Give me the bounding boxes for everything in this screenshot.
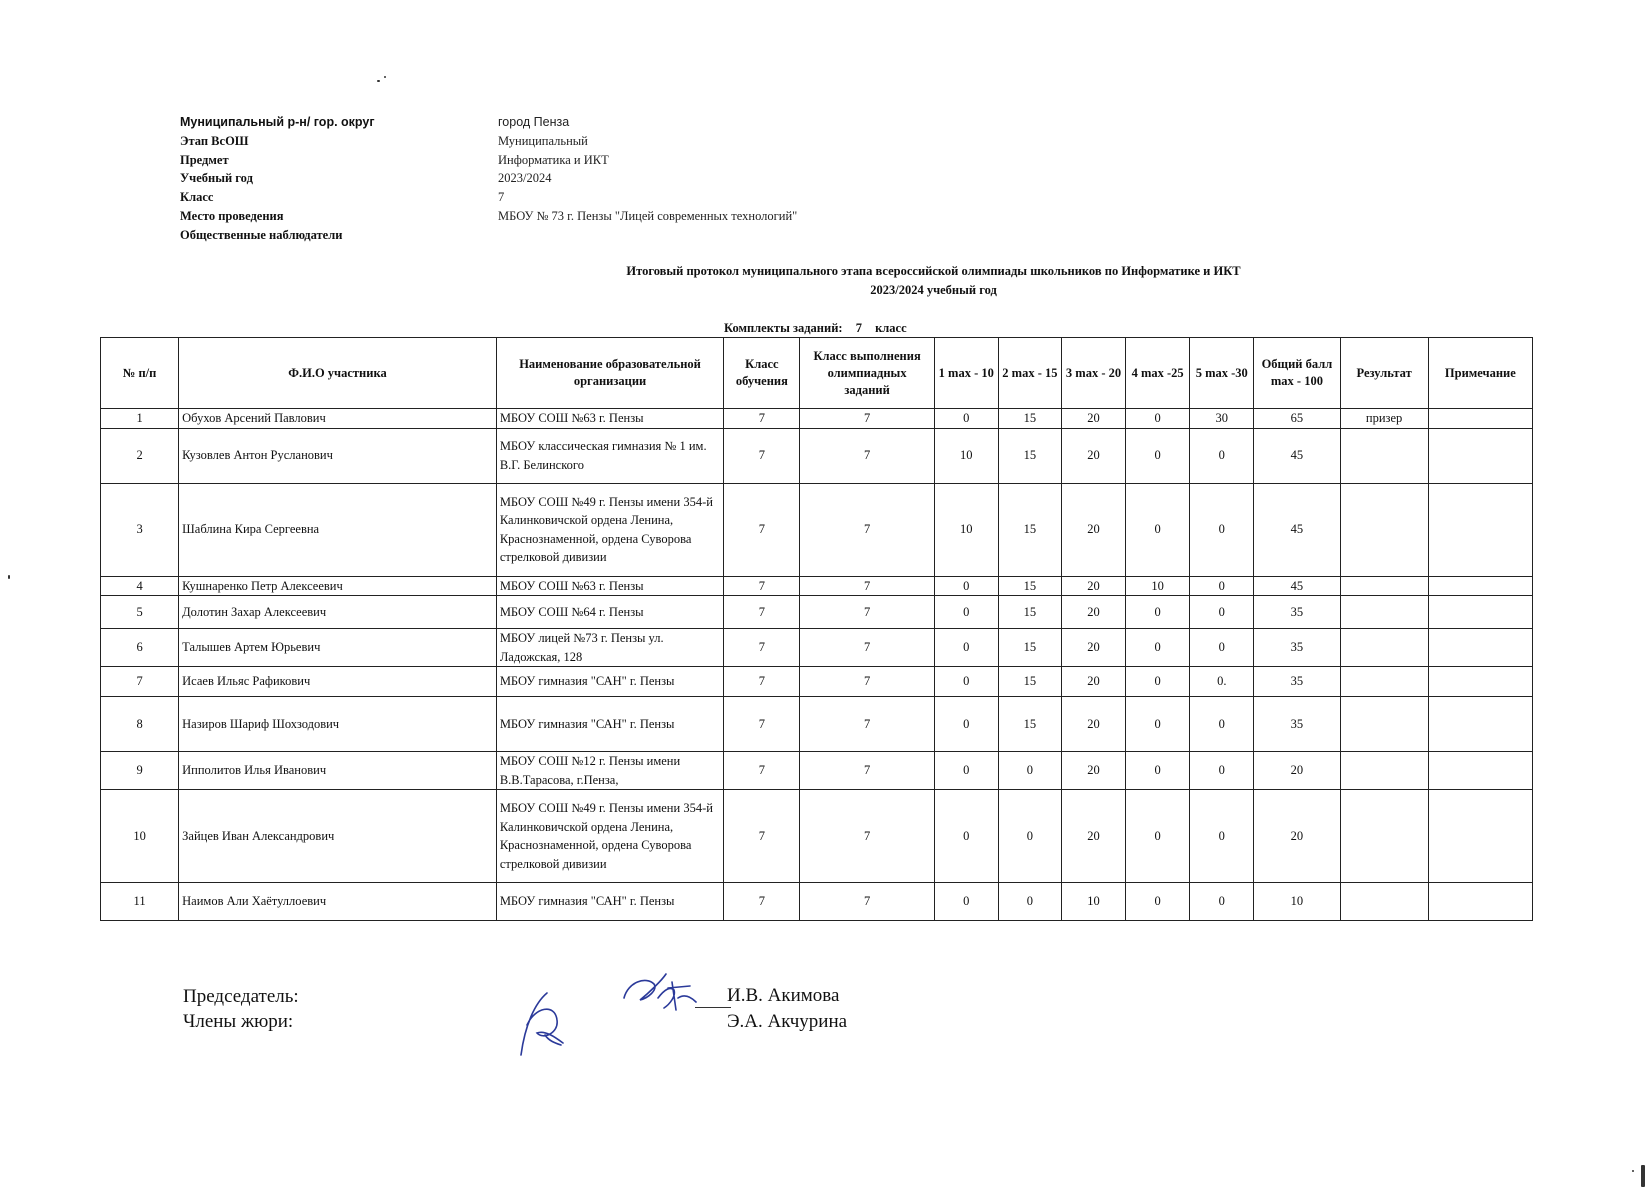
score-task-5: 0 [1190,883,1254,921]
score-task-4: 0 [1126,409,1190,429]
score-task-3: 20 [1061,790,1125,883]
total-score: 65 [1254,409,1340,429]
column-header: 5 max -30 [1190,338,1254,409]
score-task-4: 0 [1126,883,1190,921]
score-task-2: 15 [998,667,1061,697]
note [1428,752,1532,790]
header-row-grade [180,188,797,207]
score-task-1: 0 [934,667,998,697]
score-task-2: 15 [998,596,1061,629]
result [1340,752,1428,790]
score-task-3: 20 [1061,629,1125,667]
score-task-5: 0 [1190,483,1254,576]
total-score: 45 [1254,483,1340,576]
task-sets-grade: 7 [855,321,862,335]
table-row [101,629,1533,667]
column-header: 2 max - 15 [998,338,1061,409]
score-task-5: 0 [1190,428,1254,483]
score-task-5: 0 [1190,629,1254,667]
school-name: МБОУ СОШ №12 г. Пензы имени В.В.Тарасова, г.Пенза, [496,752,723,790]
score-task-5: 0. [1190,667,1254,697]
table-row [101,428,1533,483]
score-task-2: 15 [998,576,1061,596]
table-row [101,667,1533,697]
header-value: 7 [498,190,505,205]
result [1340,428,1428,483]
grade: 7 [724,409,800,429]
table-header-row [101,338,1533,409]
column-header: Класс выполнения олимпиадных заданий [800,338,934,409]
row-number: 7 [101,667,179,697]
score-task-1: 0 [934,409,998,429]
header-row-subject [180,151,797,170]
participant-name: Наимов Али Хаётуллоевич [179,883,497,921]
participant-name: Шаблина Кира Сергеевна [179,483,497,576]
grade: 7 [724,629,800,667]
score-task-3: 10 [1061,883,1125,921]
result [1340,483,1428,576]
participant-name: Кузовлев Антон Русланович [179,428,497,483]
school-name: МБОУ гимназия "САН" г. Пензы [496,697,723,752]
column-header: Примечание [1428,338,1532,409]
table-row [101,576,1533,596]
result [1340,667,1428,697]
header-label: Место проведения [180,208,284,223]
task-sets-line [724,321,907,336]
score-task-2: 0 [998,883,1061,921]
score-task-5: 0 [1190,790,1254,883]
column-header: Результат [1340,338,1428,409]
header-value: Информатика и ИКТ [498,152,609,167]
task-grade: 7 [800,790,934,883]
note [1428,629,1532,667]
score-task-2: 15 [998,629,1061,667]
score-task-3: 20 [1061,752,1125,790]
result [1340,576,1428,596]
score-task-1: 0 [934,752,998,790]
grade: 7 [724,697,800,752]
note [1428,409,1532,429]
total-score: 35 [1254,629,1340,667]
task-grade: 7 [800,883,934,921]
score-task-2: 15 [998,483,1061,576]
score-task-1: 0 [934,596,998,629]
task-grade: 7 [800,752,934,790]
grade: 7 [724,576,800,596]
row-number: 9 [101,752,179,790]
score-task-5: 0 [1190,576,1254,596]
score-task-3: 20 [1061,409,1125,429]
grade: 7 [724,483,800,576]
grade: 7 [724,428,800,483]
score-task-1: 0 [934,576,998,596]
header-label: Класс [180,190,214,205]
score-task-1: 10 [934,483,998,576]
task-grade: 7 [800,409,934,429]
note [1428,667,1532,697]
note [1428,576,1532,596]
score-task-1: 0 [934,629,998,667]
note [1428,483,1532,576]
column-header: № п/п [101,338,179,409]
header-info [180,113,797,245]
table-row [101,752,1533,790]
school-name: МБОУ СОШ №63 г. Пензы [496,576,723,596]
score-task-2: 0 [998,790,1061,883]
note [1428,596,1532,629]
table-row [101,596,1533,629]
header-label: Учебный год [180,171,253,186]
total-score: 45 [1254,576,1340,596]
score-task-3: 20 [1061,667,1125,697]
row-number: 10 [101,790,179,883]
school-name: МБОУ гимназия "САН" г. Пензы [496,667,723,697]
handwritten-signature-chair [618,968,708,1018]
column-header: Ф.И.О участника [179,338,497,409]
results-table [100,337,1533,921]
score-task-5: 0 [1190,697,1254,752]
header-row-observers [180,226,797,245]
results-table-body [101,409,1533,921]
task-sets-suffix: класс [875,321,907,335]
task-grade: 7 [800,697,934,752]
grade: 7 [724,790,800,883]
task-sets-label: Комплекты заданий: [724,321,843,335]
column-header: 4 max -25 [1126,338,1190,409]
note [1428,428,1532,483]
score-task-4: 0 [1126,790,1190,883]
score-task-5: 30 [1190,409,1254,429]
score-task-1: 0 [934,790,998,883]
score-task-5: 0 [1190,752,1254,790]
protocol-title: Итоговый протокол муниципального этапа всероссийской олимпиады школьников по Информатике и ИКТ [626,264,1241,278]
header-row-venue [180,207,797,226]
participant-name: Долотин Захар Алексеевич [179,596,497,629]
result: призер [1340,409,1428,429]
score-task-4: 0 [1126,596,1190,629]
scan-speck [377,80,380,82]
header-label: Этап ВсОШ [180,133,249,148]
grade: 7 [724,883,800,921]
row-number: 3 [101,483,179,576]
row-number: 6 [101,629,179,667]
scan-speck [1641,1165,1645,1187]
result [1340,790,1428,883]
score-task-2: 15 [998,697,1061,752]
row-number: 8 [101,697,179,752]
participant-name: Зайцев Иван Александрович [179,790,497,883]
score-task-4: 0 [1126,697,1190,752]
score-task-3: 20 [1061,483,1125,576]
table-row [101,883,1533,921]
total-score: 10 [1254,883,1340,921]
jury-label: Члены жюри: [183,1011,294,1032]
header-value: Муниципальный [498,133,588,148]
table-row [101,409,1533,429]
score-task-4: 0 [1126,752,1190,790]
header-label: Муниципальный р-н/ гор. округ [180,115,375,129]
score-task-4: 0 [1126,483,1190,576]
header-value: город Пенза [498,115,570,129]
score-task-1: 0 [934,883,998,921]
task-grade: 7 [800,629,934,667]
header-label: Общественные наблюдатели [180,227,343,242]
school-name: МБОУ лицей №73 г. Пензы ул. Ладожская, 128 [496,629,723,667]
school-name: МБОУ СОШ №63 г. Пензы [496,409,723,429]
score-task-3: 20 [1061,428,1125,483]
column-header: 1 max - 10 [934,338,998,409]
grade: 7 [724,667,800,697]
column-header: Наименование образовательной организации [496,338,723,409]
total-score: 35 [1254,667,1340,697]
participant-name: Ипполитов Илья Иванович [179,752,497,790]
table-row [101,790,1533,883]
scan-speck [384,76,386,78]
total-score: 35 [1254,697,1340,752]
total-score: 45 [1254,428,1340,483]
row-number: 2 [101,428,179,483]
school-name: МБОУ классическая гимназия № 1 им. В.Г. Белинского [496,428,723,483]
score-task-4: 0 [1126,428,1190,483]
header-row-stage [180,132,797,151]
row-number: 1 [101,409,179,429]
table-row [101,483,1533,576]
total-score: 35 [1254,596,1340,629]
scan-speck [1632,1170,1634,1172]
score-task-3: 20 [1061,697,1125,752]
task-grade: 7 [800,596,934,629]
task-grade: 7 [800,667,934,697]
header-value: 2023/2024 [498,171,552,186]
jury-name: Э.А. Акчурина [727,1011,848,1032]
protocol-subtitle: 2023/2024 учебный год [870,283,997,297]
task-grade: 7 [800,483,934,576]
header-row-district [180,113,797,132]
score-task-5: 0 [1190,596,1254,629]
column-header: Общий балл max - 100 [1254,338,1340,409]
row-number: 5 [101,596,179,629]
score-task-3: 20 [1061,596,1125,629]
header-row-year [180,169,797,188]
school-name: МБОУ СОШ №64 г. Пензы [496,596,723,629]
task-grade: 7 [800,576,934,596]
column-header: Класс обучения [724,338,800,409]
school-name: МБОУ гимназия "САН" г. Пензы [496,883,723,921]
note [1428,697,1532,752]
total-score: 20 [1254,752,1340,790]
score-task-3: 20 [1061,576,1125,596]
row-number: 11 [101,883,179,921]
participant-name: Назиров Шариф Шохзодович [179,697,497,752]
score-task-2: 15 [998,428,1061,483]
task-grade: 7 [800,428,934,483]
score-task-4: 10 [1126,576,1190,596]
table-row [101,697,1533,752]
participant-name: Исаев Ильяс Рафикович [179,667,497,697]
score-task-2: 15 [998,409,1061,429]
participant-name: Талышев Артем Юрьевич [179,629,497,667]
column-header: 3 max - 20 [1061,338,1125,409]
grade: 7 [724,596,800,629]
handwritten-signature-jury [515,985,580,1060]
chair-name: И.В. Акимова [727,985,840,1006]
header-value: МБОУ № 73 г. Пензы "Лицей современных технологий" [498,208,798,223]
result [1340,697,1428,752]
score-task-4: 0 [1126,629,1190,667]
note [1428,790,1532,883]
score-task-4: 0 [1126,667,1190,697]
grade: 7 [724,752,800,790]
score-task-1: 10 [934,428,998,483]
scan-speck [8,575,10,579]
participant-name: Обухов Арсений Павлович [179,409,497,429]
result [1340,596,1428,629]
result [1340,629,1428,667]
row-number: 4 [101,576,179,596]
school-name: МБОУ СОШ №49 г. Пензы имени 354-й Калинковичской ордена Ленина, Краснознаменной, ордена Суворова стрелковой дивизии [496,483,723,576]
score-task-1: 0 [934,697,998,752]
header-label: Предмет [180,152,229,167]
school-name: МБОУ СОШ №49 г. Пензы имени 354-й Калинковичской ордена Ленина, Краснознаменной, ордена Суворова стрелковой дивизии [496,790,723,883]
result [1340,883,1428,921]
chair-label: Председатель: [183,986,299,1007]
score-task-2: 0 [998,752,1061,790]
note [1428,883,1532,921]
participant-name: Кушнаренко Петр Алексеевич [179,576,497,596]
total-score: 20 [1254,790,1340,883]
